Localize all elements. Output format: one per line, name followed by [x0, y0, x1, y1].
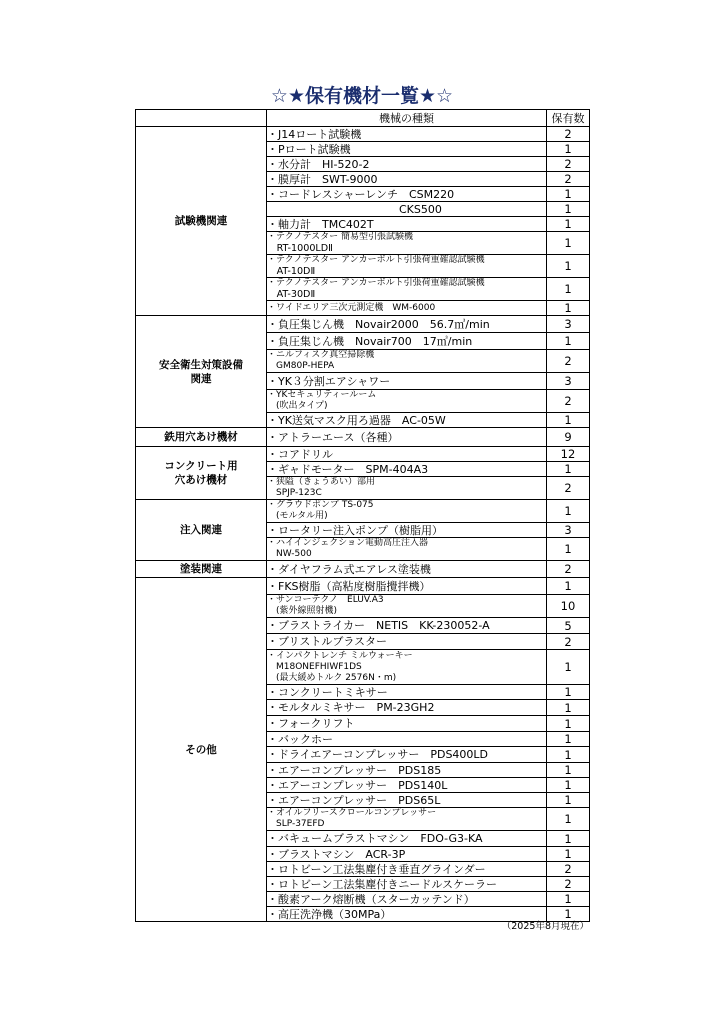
quantity-cell: 3: [547, 373, 590, 390]
quantity-cell: 1: [547, 500, 590, 523]
quantity-cell: 2: [547, 157, 590, 172]
quantity-cell: 2: [547, 877, 590, 892]
equipment-name-cell: [267, 892, 547, 907]
equipment-name-cell: [267, 142, 547, 157]
equipment-name-line: ・ドライエアーコンプレッサー PDS400LD: [267, 748, 489, 761]
equipment-name-cell: [267, 778, 547, 793]
quantity-cell: 2: [547, 350, 590, 373]
qty-column-header: 保有数: [547, 110, 590, 127]
equipment-name-line: ・バックホー: [267, 732, 333, 746]
equipment-name-line: RT-1000LDⅡ: [267, 243, 333, 254]
equipment-name-line: ・アトラーエース（各種）: [267, 430, 399, 444]
category-cell: [136, 447, 267, 500]
quantity-cell: 1: [547, 778, 590, 793]
quantity-cell: 1: [547, 202, 590, 217]
equipment-name-line: SPJP-123C: [267, 488, 322, 498]
table-row: [136, 500, 590, 523]
quantity-cell: 1: [547, 732, 590, 747]
quantity-cell: 1: [547, 278, 590, 301]
quantity-cell: 1: [547, 747, 590, 763]
quantity-cell: 1: [547, 255, 590, 278]
category-label: 注入関連: [180, 524, 222, 536]
equipment-name-cell: [267, 716, 547, 732]
equipment-name-line: ・狭隘（きょうあい）部用: [267, 477, 376, 487]
equipment-name-line: CKS500: [267, 202, 442, 216]
equipment-name-cell: [267, 202, 547, 217]
category-cell: [136, 561, 267, 578]
quantity-cell: 1: [547, 650, 590, 685]
equipment-name-line: ・ロータリー注入ポンプ（樹脂用）: [267, 523, 443, 537]
type-column-header: 機械の種類: [267, 110, 547, 127]
equipment-name-cell: [267, 413, 547, 428]
quantity-cell: 1: [547, 333, 590, 350]
equipment-name-cell: [267, 447, 547, 462]
equipment-name-line: ・膜厚計 SWT-9000: [267, 172, 378, 186]
equipment-name-cell: [267, 634, 547, 650]
quantity-cell: 10: [547, 595, 590, 618]
equipment-name-cell: [267, 390, 547, 413]
equipment-name-line: ・フォークリフト: [267, 717, 355, 730]
quantity-cell: 9: [547, 428, 590, 447]
equipment-name-line: ・エアーコンプレッサー PDS140L: [267, 778, 448, 792]
quantity-cell: 1: [547, 763, 590, 778]
equipment-name-line: ・ロトビーン工法集塵付きニードルスケーラー: [267, 877, 498, 891]
quantity-cell: 2: [547, 862, 590, 877]
equipment-name-line: ・Pロート試験機: [267, 142, 351, 156]
equipment-name-cell: [267, 831, 547, 847]
table-row: [136, 561, 590, 578]
category-label: コンクリート用: [164, 460, 238, 472]
quantity-cell: 1: [547, 907, 590, 922]
quantity-cell: 2: [547, 390, 590, 413]
quantity-cell: 2: [547, 477, 590, 500]
as-of-date-note: （2025年8月現在）: [501, 921, 589, 932]
quantity-cell: 2: [547, 561, 590, 578]
category-label: その他: [185, 743, 217, 756]
equipment-name-cell: [267, 232, 547, 255]
quantity-cell: 1: [547, 538, 590, 561]
equipment-name-line: ・ロトビーン工法集塵付き垂直グラインダー: [267, 862, 486, 876]
table-row: [136, 316, 590, 333]
equipment-name-line: AT-10DⅡ: [267, 266, 316, 277]
equipment-name-line: ・コードレスシャーレンチ CSM220: [267, 187, 455, 201]
category-label: 関連: [190, 372, 212, 385]
quantity-cell: 5: [547, 618, 590, 634]
equipment-name-line: ・オイルフリースクロールコンプレッサー: [267, 808, 437, 818]
equipment-name-line: ・ギャドモーター SPM-404A3: [267, 462, 429, 476]
category-cell: [136, 428, 267, 447]
category-cell: [136, 316, 267, 428]
quantity-cell: 12: [547, 447, 590, 462]
equipment-name-cell: [267, 538, 547, 561]
quantity-cell: 1: [547, 187, 590, 202]
quantity-cell: 2: [547, 634, 590, 650]
category-column-header: [136, 110, 267, 127]
equipment-name-line: ・負圧集じん機 Novair700 17㎥/min: [267, 334, 473, 348]
page-title: ☆★保有機材一覧★☆: [270, 85, 454, 107]
quantity-cell: 3: [547, 316, 590, 333]
equipment-name-cell: [267, 500, 547, 523]
equipment-name-cell: [267, 618, 547, 634]
equipment-name-line: ・軸力計 TMC402T: [267, 217, 374, 231]
equipment-name-line: GM80P-HEPA: [267, 361, 335, 371]
equipment-name-line: ・ブラストライカー NETIS KK-230052-A: [267, 619, 490, 632]
quantity-cell: 1: [547, 793, 590, 808]
equipment-name-line: (モルタル用): [267, 511, 328, 521]
equipment-name-line: ・高圧洗浄機（30MPa）: [267, 907, 392, 921]
equipment-name-cell: [267, 578, 547, 595]
quantity-cell: 1: [547, 232, 590, 255]
category-label: 試験機関連: [174, 215, 228, 227]
equipment-table: [135, 109, 590, 922]
equipment-name-line: ・YK３分割エアシャワー: [267, 374, 391, 388]
equipment-name-cell: [267, 172, 547, 187]
equipment-name-line: ・バキュームブラストマシン FDO-G3-KA: [267, 832, 483, 845]
equipment-name-line: ・ブラストマシン ACR-3P: [267, 847, 406, 861]
equipment-name-line: ・モルタルミキサー PM-23GH2: [267, 701, 435, 714]
equipment-name-line: (最大緩めトルク 2576N・m): [267, 672, 397, 683]
equipment-name-line: (紫外線照射機): [267, 606, 338, 616]
equipment-name-line: ・コアドリル: [267, 447, 333, 461]
equipment-name-cell: [267, 685, 547, 700]
equipment-name-cell: [267, 847, 547, 862]
quantity-cell: 2: [547, 127, 590, 142]
equipment-name-line: ・FKS樹脂（高粘度樹脂攪拌機）: [267, 579, 431, 593]
equipment-name-line: ・ブリストルブラスター: [267, 635, 388, 648]
equipment-name-cell: [267, 477, 547, 500]
table-row: [136, 127, 590, 142]
equipment-name-cell: [267, 301, 547, 316]
quantity-cell: 2: [547, 172, 590, 187]
equipment-name-line: ・ハイインジェクション電動高圧注入器: [267, 538, 428, 548]
equipment-name-line: ・テクノテスター 簡易型引張試験機: [267, 232, 413, 242]
equipment-name-cell: [267, 350, 547, 373]
quantity-cell: 1: [547, 700, 590, 716]
equipment-name-cell: [267, 187, 547, 202]
quantity-cell: 1: [547, 831, 590, 847]
quantity-cell: 1: [547, 301, 590, 316]
equipment-name-cell: [267, 793, 547, 808]
equipment-name-cell: [267, 808, 547, 831]
equipment-name-line: ・酸素アーク熔断機（スターカッテンド）: [267, 892, 475, 906]
category-label: 鉄用穴あけ機材: [164, 431, 238, 443]
quantity-cell: 1: [547, 892, 590, 907]
category-cell: [136, 127, 267, 316]
equipment-name-line: ・J14ロート試験機: [267, 127, 362, 141]
quantity-cell: 1: [547, 685, 590, 700]
category-cell: [136, 578, 267, 922]
category-label: 穴あけ機材: [174, 474, 228, 486]
category-label: 安全衛生対策設備: [159, 358, 243, 371]
equipment-name-line: ・エアーコンプレッサー PDS185: [267, 763, 442, 777]
equipment-name-cell: [267, 127, 547, 142]
table-row: [136, 447, 590, 462]
equipment-name-line: ・YK送気マスク用ろ過器 AC-05W: [267, 413, 446, 427]
equipment-name-cell: [267, 650, 547, 685]
quantity-cell: 1: [547, 462, 590, 477]
equipment-name-cell: [267, 255, 547, 278]
quantity-cell: 1: [547, 808, 590, 831]
equipment-name-line: ・テクノテスター アンカーボルト引張荷重確認試験機: [267, 255, 485, 265]
quantity-cell: 1: [547, 578, 590, 595]
equipment-name-line: ・ニルフィスク真空掃除機: [267, 350, 375, 360]
equipment-name-line: NW-500: [267, 549, 312, 559]
equipment-name-cell: [267, 157, 547, 172]
equipment-name-cell: [267, 333, 547, 350]
table-row: [136, 578, 590, 595]
equipment-name-cell: [267, 700, 547, 716]
equipment-name-cell: [267, 561, 547, 578]
equipment-name-line: ・エアーコンプレッサー PDS65L: [267, 793, 441, 807]
equipment-name-line: ・インパクトレンチ ミルウォーキー: [267, 650, 413, 661]
equipment-name-cell: [267, 462, 547, 477]
equipment-name-line: ・負圧集じん機 Novair2000 56.7㎥/min: [267, 317, 490, 331]
quantity-cell: 1: [547, 142, 590, 157]
quantity-cell: 1: [547, 217, 590, 232]
equipment-name-cell: [267, 523, 547, 538]
quantity-cell: 1: [547, 716, 590, 732]
equipment-name-cell: [267, 877, 547, 892]
equipment-name-cell: [267, 316, 547, 333]
equipment-name-line: (吹出タイプ): [267, 401, 328, 411]
equipment-name-cell: [267, 747, 547, 763]
equipment-name-cell: [267, 862, 547, 877]
equipment-name-cell: [267, 373, 547, 390]
equipment-name-cell: [267, 217, 547, 232]
equipment-name-cell: [267, 428, 547, 447]
equipment-name-line: M18ONEFHIWF1DS: [267, 661, 362, 672]
equipment-name-cell: [267, 732, 547, 747]
equipment-name-cell: [267, 595, 547, 618]
equipment-name-line: SLP-37EFD: [267, 819, 325, 829]
category-label: 塗装関連: [180, 563, 222, 575]
table-row: [136, 428, 590, 447]
equipment-name-line: AT-30DⅡ: [267, 289, 316, 300]
category-cell: [136, 500, 267, 561]
equipment-name-line: ・サンコーテクノ ELUV.A3: [267, 595, 384, 605]
equipment-name-line: ・YKセキュリティールーム: [267, 390, 377, 400]
equipment-name-line: ・グラウドポンプ TS-075: [267, 500, 374, 510]
equipment-name-cell: [267, 763, 547, 778]
quantity-cell: 1: [547, 847, 590, 862]
equipment-name-line: ・コンクリートミキサー: [267, 685, 388, 699]
quantity-cell: 3: [547, 523, 590, 538]
equipment-name-line: ・ワイドエリア三次元測定機 WM-6000: [267, 302, 436, 313]
quantity-cell: 1: [547, 413, 590, 428]
equipment-name-line: ・テクノテスター アンカーボルト引張荷重確認試験機: [267, 278, 485, 288]
equipment-name-line: ・ダイヤフラム式エアレス塗装機: [267, 562, 431, 576]
equipment-name-cell: [267, 278, 547, 301]
equipment-name-line: ・水分計 HI-520-2: [267, 157, 370, 171]
table-header-row: [136, 110, 590, 127]
